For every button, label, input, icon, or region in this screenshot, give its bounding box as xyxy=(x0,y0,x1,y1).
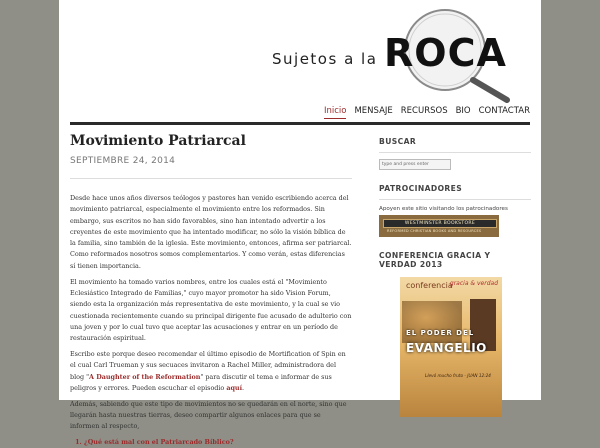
westminster-bookstore-banner[interactable] xyxy=(379,215,499,237)
post-paragraph: Desde hace unos años diversos teólogos y pastores han venido escribiendo acerca del movimiento patriarcal, especialmente el movimiento entre los reformados. Sin embargo, sus escritos no han sido favorables, sino han intentado advertir a los creyentes de este movimiento que ha intentado modificar, no sólo la visión bíblica de la familia, sino también de la iglesia. Este movimiento, entonces, afirma ser patriarcal. Como reformados nosotros somos complementarios. Y como verán, estas diferencias sí tienen importancia. xyxy=(70,194,352,270)
conference-poster[interactable] xyxy=(400,277,502,417)
nav-item-bio[interactable]: BIO xyxy=(455,106,471,116)
search-widget-title: BUSCAR xyxy=(379,137,417,146)
paragraph-text: Escribo este porque deseo recomendar el último episodio de Mortification of Spin en el cual Carl Trueman y sus secuaces invitaron a Rachel Miller, administradora del blog " xyxy=(70,350,346,381)
link-list xyxy=(84,437,352,448)
banner-subtitle: REFORMED CHRISTIAN BOOKS AND RESOURCES xyxy=(387,229,482,233)
post-paragraph: Además, sabiendo que este tipo de movimientos no se quedarán en el norte, sino que llegarán hasta nuestras tierras, deseo compartir algunos enlaces para que se informen al respecto, xyxy=(70,399,347,431)
post-paragraph: El movimiento ha tomado varios nombres, entre los cuales está el "Movimiento Eclesiástico Integrado de Familias," cuyo mayor promotor ha sido Vision Forum, siendo esta la organización más representativa de este movimiento, y la cual se vio cuestionada recientemente cuando su principal dirigente fue acusado de adulterio con una joven y por lo cual tuvo que aceptar las acusaciones y entrar en un período de restauración espiritual. xyxy=(70,277,352,343)
logo-prefix[interactable]: Sujetos a la xyxy=(272,50,378,68)
poster-brand: gracia & verdad xyxy=(449,280,498,287)
poster-line-1: EL PODER DEL xyxy=(406,329,475,337)
page xyxy=(59,0,541,447)
post-content xyxy=(70,133,352,448)
sponsors-text: Apoyen este sitio visitando los patrocinadores xyxy=(379,206,508,212)
sidebar xyxy=(379,137,531,417)
paragraph-text: " para discutir el tema e informar de sus peligros y errores. Pueden escuchar el episodio xyxy=(70,372,332,392)
sponsors-widget-title: PATROCINADORES xyxy=(379,184,463,193)
main-nav xyxy=(324,106,530,119)
nav-item-recursos[interactable]: RECURSOS xyxy=(400,106,448,116)
widget-divider xyxy=(379,152,531,153)
paragraph-text: . xyxy=(242,383,245,392)
search-input[interactable]: type and press enter xyxy=(379,159,451,170)
post-paragraph xyxy=(70,349,352,394)
post-date: SEPTIEMBRE 24, 2014 xyxy=(70,156,176,166)
blog-link[interactable]: A Daughter of the Reformation xyxy=(89,372,201,381)
poster-heading: conferencia xyxy=(406,281,453,290)
conference-widget-title: CONFERENCIA GRACIA Y VERDAD 2013 xyxy=(379,251,491,269)
list-item-link[interactable]: 1. ¿Qué está mal con el Patriarcado Bíblico? xyxy=(84,437,352,448)
nav-item-contactar[interactable]: CONTACTAR xyxy=(478,106,530,116)
site-header xyxy=(59,0,541,100)
post-title[interactable]: Movimiento Patriarcal xyxy=(70,133,246,149)
poster-verse: Llevó mucho fruto - JUAN 12:24 xyxy=(425,373,491,378)
logo-roca[interactable]: ROCA xyxy=(384,31,507,75)
header-rule xyxy=(70,122,530,125)
nav-item-mensaje[interactable]: MENSAJE xyxy=(354,106,393,116)
widget-divider xyxy=(379,199,531,200)
banner-title: WESTMINSTER BOOKSTORE xyxy=(383,219,497,228)
nav-item-inicio[interactable]: Inicio xyxy=(324,106,347,119)
episode-link[interactable]: aquí xyxy=(226,383,242,392)
title-divider xyxy=(70,178,352,179)
poster-line-2: EVANGELIO xyxy=(406,341,487,355)
